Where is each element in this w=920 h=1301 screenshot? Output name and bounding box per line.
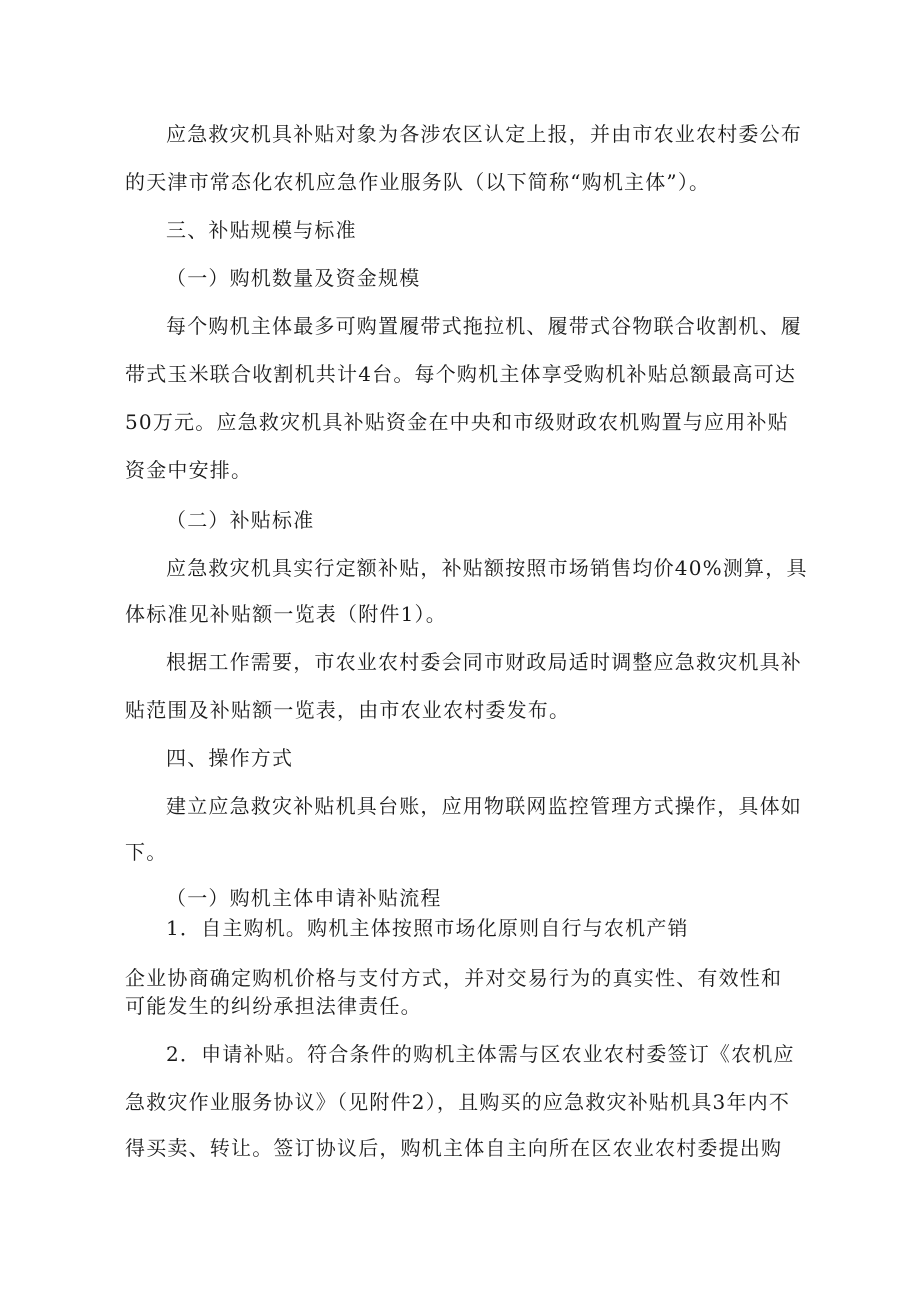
paragraph-line: 下。	[125, 840, 168, 864]
paragraph-line: 的天津市常态化农机应急作业服务队（以下简称“购机主体”）。	[125, 170, 711, 194]
paragraph-line: 根据工作需要，市农业农村委会同市财政局适时调整应急救灾机具补	[166, 650, 802, 674]
paragraph-line: 体标准见补贴额一览表（附件1）。	[125, 602, 447, 626]
subsection-heading: （二）补贴标准	[166, 508, 315, 532]
paragraph-line: 资金中安排。	[125, 458, 253, 482]
paragraph-line: 急救灾作业服务协议》（见附件2），且购买的应急救灾补贴机具3年内不	[125, 1090, 791, 1114]
list-item-line: 2．申请补贴。符合条件的购机主体需与区农业农村委签订《农机应	[166, 1042, 795, 1066]
paragraph-line: 应急救灾机具补贴对象为各涉农区认定上报，并由市农业农村委公布	[166, 122, 802, 146]
paragraph-line: 50万元。应急救灾机具补贴资金在中央和市级财政农机购置与应用补贴	[125, 410, 789, 434]
paragraph-line: 应急救灾机具实行定额补贴，补贴额按照市场销售均价40%测算，具	[166, 556, 808, 580]
section-heading: 四、操作方式	[166, 746, 294, 770]
paragraph-line: 得买卖、转让。签订协议后，购机主体自主向所在区农业农村委提出购	[125, 1136, 783, 1160]
paragraph-line: 每个购机主体最多可购置履带式拖拉机、履带式谷物联合收割机、履	[166, 314, 802, 338]
list-item-line: 1．自主购机。购机主体按照市场化原则自行与农机产销	[166, 916, 689, 940]
paragraph-line: 企业协商确定购机价格与支付方式，并对交易行为的真实性、有效性和	[125, 966, 783, 990]
paragraph-line: 贴范围及补贴额一览表，由市农业农村委发布。	[125, 698, 571, 722]
section-heading: 三、补贴规模与标准	[166, 218, 357, 242]
paragraph-line: 带式玉米联合收割机共计4台。每个购机主体享受购机补贴总额最高可达	[125, 362, 797, 386]
paragraph-line: 建立应急救灾补贴机具台账，应用物联网监控管理方式操作，具体如	[166, 794, 802, 818]
paragraph-line: 可能发生的纠纷承担法律责任。	[125, 994, 422, 1018]
subsection-heading: （一）购机主体申请补贴流程	[166, 886, 442, 910]
subsection-heading: （一）购机数量及资金规模	[166, 266, 421, 290]
